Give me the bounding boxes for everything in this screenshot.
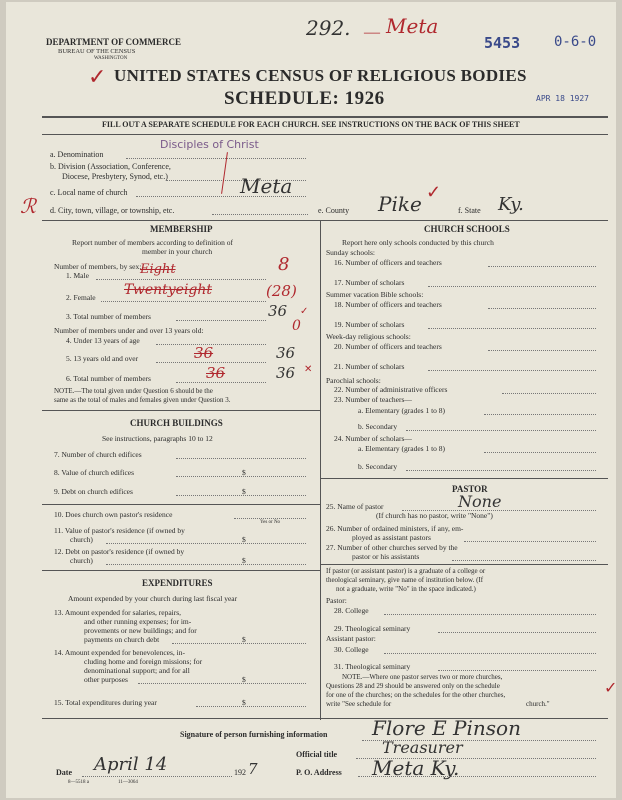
- state-value: Ky.: [498, 194, 524, 215]
- date-received-stamp: APR 18 1927: [536, 94, 589, 103]
- q13-label: 13. Amount expended for salaries, repairs,: [54, 608, 182, 617]
- q17-label: 17. Number of scholars: [334, 278, 405, 287]
- q26-label-2: ployed as assistant pastors: [352, 533, 431, 542]
- membership-intro: Report number of members according to definition of: [72, 238, 233, 247]
- q6-word-value: 36: [206, 364, 226, 382]
- q24a-label: a. Elementary (grades 1 to 8): [358, 444, 446, 453]
- denomination-stamp: Disciples of Christ: [160, 138, 259, 151]
- q15-label: 15. Total expenditures during year: [54, 698, 157, 707]
- city-label: WASHINGTON: [94, 56, 128, 61]
- graduate-instructions-2: theological seminary, give name of institution below. (If: [326, 576, 484, 584]
- po-address-value: Meta Ky.: [372, 756, 460, 780]
- year-prefix: 192: [234, 768, 246, 777]
- q27-label: 27. Number of other churches served by the: [326, 543, 458, 552]
- q3-number-value: 36: [268, 302, 288, 320]
- divider: [320, 478, 608, 479]
- q14-label-2: cluding home and foreign missions; for: [84, 657, 203, 666]
- q13-label-2: and other running expenses; for im-: [84, 617, 192, 626]
- bureau-label: BUREAU OF THE CENSUS: [58, 48, 136, 55]
- q24-label: 24. Number of scholars—: [334, 434, 412, 443]
- divider: [42, 116, 608, 118]
- q2-number-value: (28): [266, 282, 297, 300]
- dollar-sign: $: [242, 635, 246, 644]
- q12-label: 12. Debt on pastor's residence (if owned by: [54, 547, 185, 556]
- q28-label: 28. College: [334, 606, 369, 615]
- members-by-sex-label: Number of members, by sex:: [54, 262, 142, 271]
- official-title-value: Treasurer: [382, 738, 463, 757]
- buildings-sub: See instructions, paragraphs 10 to 12: [102, 434, 213, 443]
- division-label: b. Division (Association, Conference,: [50, 162, 171, 171]
- form-subtitle: SCHEDULE: 1926: [224, 88, 385, 109]
- sunday-schools-label: Sunday schools:: [326, 248, 375, 257]
- q25-value: None: [458, 492, 502, 511]
- check-mark-icon: ✓: [300, 306, 309, 317]
- q12-label-2: church): [70, 556, 93, 565]
- q1-label: 1. Male: [66, 271, 89, 280]
- q31-label: 31. Theological seminary: [334, 662, 411, 671]
- expenditures-sub: Amount expended by your church during last fiscal year: [68, 594, 238, 603]
- county-label: e. County: [318, 206, 350, 215]
- q5-number-value: 36: [276, 344, 296, 362]
- membership-note-2: same as the total of males and females given under Question 3.: [54, 396, 231, 404]
- membership-heading: MEMBERSHIP: [150, 224, 213, 234]
- q4-number-value: 0: [292, 318, 301, 334]
- divider: [42, 504, 320, 505]
- q14-label-4: other purposes: [84, 675, 128, 684]
- q23b-label: b. Secondary: [358, 422, 398, 431]
- column-divider: [320, 220, 321, 720]
- dollar-sign: $: [242, 535, 246, 544]
- weekday-schools-label: Week-day religious schools:: [326, 332, 411, 341]
- divider: [42, 410, 320, 411]
- form-title: UNITED STATES CENSUS OF RELIGIOUS BODIES: [114, 66, 527, 85]
- graduate-instructions-3: not a graduate, write "No" in the space indicated.): [336, 585, 476, 593]
- stamp-number: 5453: [484, 34, 521, 52]
- signature-label: Signature of person furnishing information: [180, 730, 328, 739]
- q1-number-value: 8: [278, 254, 290, 275]
- local-name-value: Meta: [240, 174, 293, 198]
- red-margin-mark: ℛ: [20, 194, 36, 218]
- census-schedule-form: [6, 2, 616, 798]
- q13-label-3: provements or new buildings; and for: [84, 626, 197, 635]
- form-number: 8—5518 a: [68, 780, 89, 785]
- q18-label: 18. Number of officers and teachers: [334, 300, 442, 309]
- summer-schools-label: Summer vacation Bible schools:: [326, 290, 424, 299]
- q29-label: 29. Theological seminary: [334, 624, 411, 633]
- expenditures-heading: EXPENDITURES: [142, 578, 213, 588]
- q11-label: 11. Value of pastor's residence (if owned by: [54, 526, 185, 535]
- q25-label: 25. Name of pastor: [326, 502, 384, 511]
- q5-word-value: 36: [194, 344, 214, 362]
- membership-note: NOTE.—The total given under Question 6 should be the: [54, 387, 213, 395]
- check-mark-icon: ✓: [88, 64, 107, 89]
- po-address-label: P. O. Address: [296, 768, 342, 777]
- divider: [42, 570, 320, 571]
- q6-label: 6. Total number of members: [66, 374, 151, 383]
- check-mark-icon: ✓: [604, 680, 618, 697]
- parochial-schools-label: Parochial schools:: [326, 376, 381, 385]
- signature-value: Flore E Pinson: [372, 716, 521, 740]
- code-stamp: 0-6-0: [554, 34, 597, 50]
- x-mark-icon: ✕: [304, 364, 313, 375]
- assistant-pastor-label: Assistant pastor:: [326, 634, 376, 643]
- pastor-note: NOTE.—Where one pastor serves two or more churches,: [342, 673, 503, 681]
- city-town-label: d. City, town, village, or township, etc.: [50, 206, 175, 215]
- q23a-label: a. Elementary (grades 1 to 8): [358, 406, 446, 415]
- q14-label-3: denominational support; and for all: [84, 666, 190, 675]
- q6-number-value: 36: [276, 364, 296, 382]
- q10-label: 10. Does church own pastor's residence: [54, 510, 173, 519]
- dollar-sign: $: [242, 468, 246, 477]
- pastor-sub-label: Pastor:: [326, 596, 347, 605]
- official-title-label: Official title: [296, 750, 338, 759]
- q23-label: 23. Number of teachers—: [334, 395, 412, 404]
- q22-label: 22. Number of administrative officers: [334, 385, 448, 394]
- q19-label: 19. Number of scholars: [334, 320, 405, 329]
- date-label: Date: [56, 768, 72, 777]
- divider: [42, 220, 608, 221]
- instruction-banner: FILL OUT A SEPARATE SCHEDULE FOR EACH CHURCH. SEE INSTRUCTIONS ON THE BACK OF THIS SHEET: [102, 120, 520, 129]
- check-mark-icon: ✓: [426, 182, 442, 202]
- divider: [42, 134, 608, 135]
- q25-note: (If church has no pastor, write "None"): [376, 511, 493, 520]
- q3-label: 3. Total number of members: [66, 312, 151, 321]
- membership-intro-2: member in your church: [142, 247, 213, 256]
- department-label: DEPARTMENT OF COMMERCE: [46, 37, 182, 47]
- q24b-label: b. Secondary: [358, 462, 398, 471]
- q21-label: 21. Number of scholars: [334, 362, 405, 371]
- dollar-sign: $: [242, 698, 246, 707]
- pastor-note-4: write "See schedule for: [326, 700, 392, 708]
- county-value: Pike: [378, 192, 422, 216]
- q11-label-2: church): [70, 535, 93, 544]
- q7-label: 7. Number of church edifices: [54, 450, 142, 459]
- yes-no-hint: Yes or No: [260, 520, 281, 525]
- year-digit: 7: [248, 760, 258, 778]
- q2-word-value: Twentyeight: [124, 282, 213, 298]
- dollar-sign: $: [242, 556, 246, 565]
- q30-label: 30. College: [334, 645, 369, 654]
- graduate-instructions: If pastor (or assistant pastor) is a graduate of a college or: [326, 567, 486, 575]
- date-value: April 14: [94, 754, 168, 775]
- pastor-heading: PASTOR: [452, 484, 488, 494]
- pastor-note-5: church.": [526, 700, 550, 708]
- pastor-note-2: Questions 28 and 29 should be answered only on the schedule: [326, 682, 500, 690]
- q4-label: 4. Under 13 years of age: [66, 336, 140, 345]
- schools-sub: Report here only schools conducted by this church: [342, 238, 494, 247]
- division-label-2: Diocese, Presbytery, Synod, etc.): [62, 172, 168, 181]
- dollar-sign: $: [242, 487, 246, 496]
- q2-label: 2. Female: [66, 293, 96, 302]
- q14-label: 14. Amount expended for benevolences, in-: [54, 648, 186, 657]
- divider: [320, 564, 608, 565]
- q27-label-2: pastor or his assistants: [352, 552, 420, 561]
- red-dash: —: [364, 24, 380, 41]
- handwritten-meta: Meta: [386, 14, 439, 38]
- q26-label: 26. Number of ordained ministers, if any, em-: [326, 524, 464, 533]
- q16-label: 16. Number of officers and teachers: [334, 258, 442, 267]
- q20-label: 20. Number of officers and teachers: [334, 342, 442, 351]
- form-number-2: 11—3064: [118, 780, 138, 785]
- dollar-sign: $: [242, 675, 246, 684]
- q13-label-4: payments on church debt: [84, 635, 160, 644]
- divider: [42, 718, 608, 719]
- age-label: Number of members under and over 13 years old:: [54, 326, 204, 335]
- handwritten-number: 292.: [306, 16, 351, 40]
- denomination-label: a. Denomination: [50, 150, 104, 159]
- local-name-label: c. Local name of church: [50, 188, 128, 197]
- q8-label: 8. Value of church edifices: [54, 468, 135, 477]
- pastor-note-3: for one of the churches; on the schedules for the other churches,: [326, 691, 506, 699]
- schools-heading: CHURCH SCHOOLS: [424, 224, 510, 234]
- q9-label: 9. Debt on church edifices: [54, 487, 133, 496]
- q1-word-value: Eight: [140, 262, 176, 277]
- state-label: f. State: [458, 206, 481, 215]
- q5-label: 5. 13 years old and over: [66, 354, 139, 363]
- buildings-heading: CHURCH BUILDINGS: [130, 418, 223, 428]
